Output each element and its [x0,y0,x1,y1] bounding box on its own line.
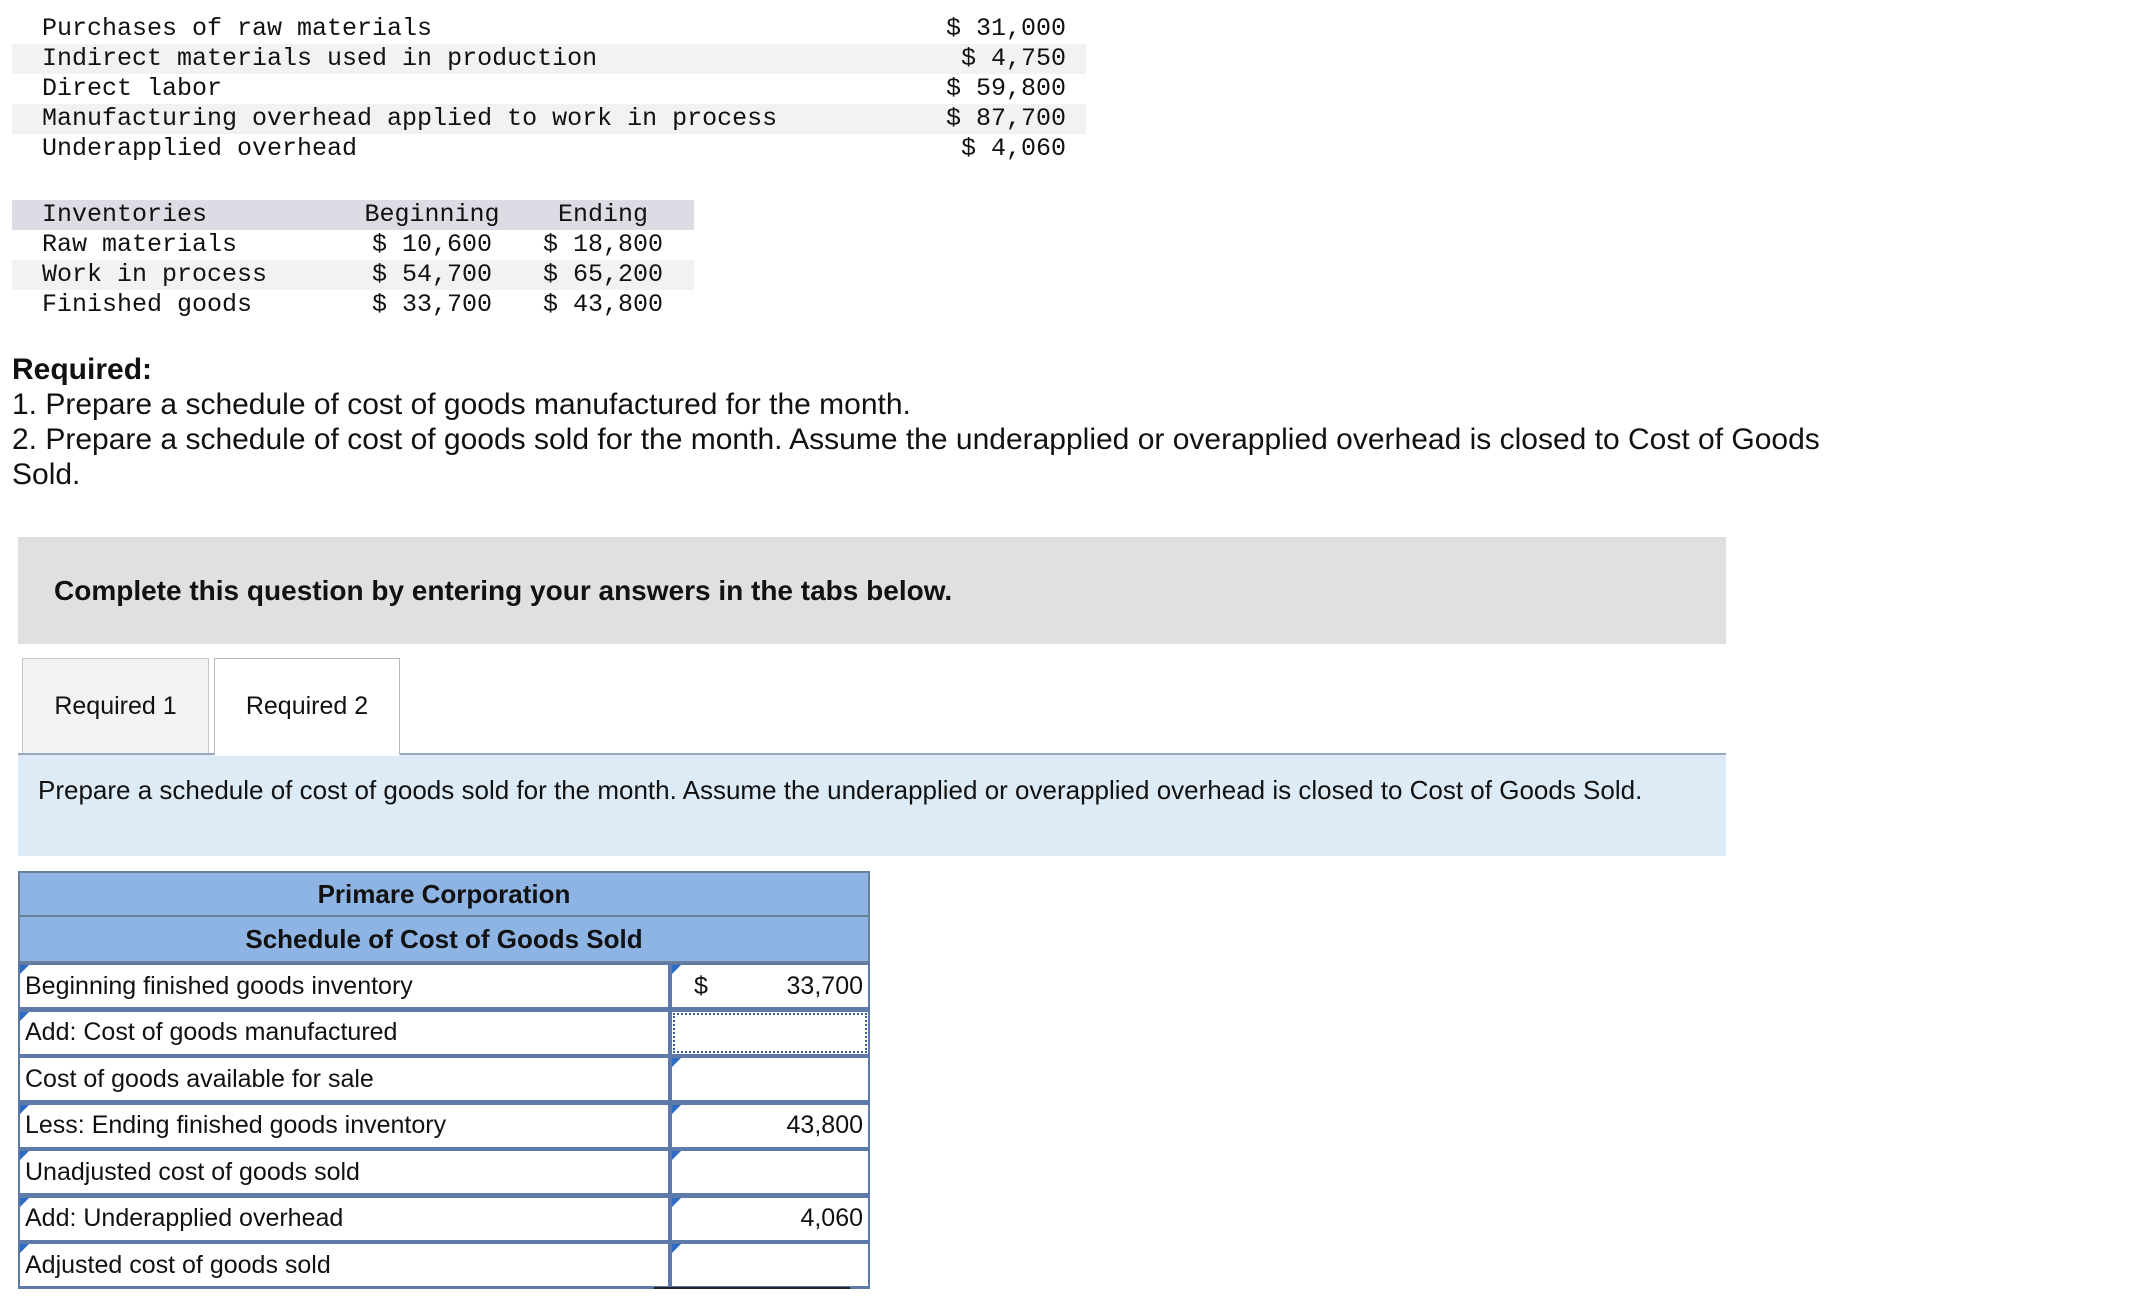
inventory-ending: $ 18,800 [542,230,664,259]
given-value: $ 87,700 [866,104,1086,134]
required-section [12,352,1872,492]
dropdown-marker-icon [20,1244,29,1253]
table-row [18,963,870,1010]
given-label: Purchases of raw materials [42,14,433,43]
required-heading: Required: [12,353,153,386]
schedule-title: Schedule of Cost of Goods Sold [18,917,870,963]
row-label: Adjusted cost of goods sold [25,1250,331,1279]
dropdown-marker-icon [672,1244,681,1253]
currency-symbol: $ [694,971,708,1000]
given-row [12,104,1086,134]
inventory-ending: $ 65,200 [512,260,694,290]
dropdown-marker-icon [20,965,29,974]
table-row [18,1103,870,1150]
given-row [12,134,1086,164]
dropdown-marker-icon [672,1198,681,1207]
inventories-header-row [12,200,694,230]
table-row [18,1149,870,1196]
row-label-input[interactable] [20,1198,668,1240]
tab-required-2[interactable]: Required 2 [214,658,400,756]
row-label: Beginning finished goods inventory [25,971,413,1000]
given-value: $ 4,750 [866,44,1086,74]
row-amount: 43,800 [786,1111,863,1139]
beginning-header: Beginning [352,200,512,230]
inventory-beginning: $ 10,600 [371,230,493,259]
total-underline [654,1287,850,1289]
instruction-text: Complete this question by entering your answers in the tabs below. [54,574,953,606]
row-label-input[interactable] [20,1058,668,1100]
row-amount-input[interactable] [672,1244,868,1286]
company-name: Primare Corporation [18,871,870,917]
table-row [18,1010,870,1057]
given-value: $ 4,060 [960,134,1066,163]
inventories-header: Inventories [12,200,352,230]
given-value: $ 31,000 [945,14,1066,43]
dropdown-marker-icon [672,1151,681,1160]
row-amount-input[interactable] [672,1012,868,1054]
inventory-row [12,230,694,260]
row-amount-input[interactable] [672,1151,868,1193]
row-label-input[interactable] [20,1012,668,1054]
dropdown-marker-icon [20,1105,29,1114]
given-row [12,44,1086,74]
required-item-2: 2. Prepare a schedule of cost of goods sold for the month. Assume the underapplied or overapplied overhead is closed to Cost of Goods Sold. [12,423,1820,491]
given-label: Direct labor [42,74,223,103]
dropdown-marker-icon [672,965,681,974]
given-label: Underapplied overhead [42,134,358,163]
inventory-beginning: $ 33,700 [371,290,493,319]
dropdown-marker-icon [672,1105,681,1114]
inventories-table [12,200,694,320]
row-label-input[interactable] [20,965,668,1007]
given-value: $ 59,800 [945,74,1066,103]
row-amount-input[interactable] [672,1105,868,1147]
row-label: Less: Ending finished goods inventory [25,1111,447,1139]
inventory-label: Raw materials [42,230,238,259]
dropdown-marker-icon [672,1058,681,1067]
tab-required-1[interactable]: Required 1 [22,658,209,754]
inventory-label: Finished goods [42,290,253,319]
given-label: Manufacturing overhead applied to work in process [12,104,866,134]
row-label-input[interactable] [20,1244,668,1286]
required-item-1: 1. Prepare a schedule of cost of goods manufactured for the month. [12,388,911,421]
inventory-row [12,260,694,290]
question-text: Prepare a schedule of cost of goods sold for the month. Assume the underapplied or overapplied overhead is closed to Cost of Goods Sold. [38,775,1643,805]
ending-header: Ending [512,200,694,230]
row-amount-input[interactable] [672,1198,868,1240]
table-row [18,1196,870,1243]
given-data-table [12,14,1086,164]
given-row [12,14,1086,44]
row-label: Unadjusted cost of goods sold [25,1157,360,1186]
row-label: Add: Cost of goods manufactured [25,1018,398,1046]
row-label-input[interactable] [20,1151,668,1193]
row-amount: 33,700 [786,971,863,1000]
given-label: Indirect materials used in production [12,44,866,74]
schedule-rows [18,963,870,1289]
question-box [18,755,1726,856]
table-row [18,1056,870,1103]
row-label-input[interactable] [20,1105,668,1147]
dropdown-marker-icon [20,1198,29,1207]
row-amount: 4,060 [800,1204,863,1232]
row-amount-input[interactable] [672,1058,868,1100]
inventory-ending: $ 43,800 [542,290,664,319]
dropdown-marker-icon [20,1012,29,1021]
row-amount-input[interactable] [672,965,868,1007]
row-label: Cost of goods available for sale [25,1064,374,1093]
dropdown-marker-icon [20,1151,29,1160]
inventory-row [12,290,694,320]
row-label: Add: Underapplied overhead [25,1204,344,1232]
inventory-label: Work in process [12,260,352,290]
inventory-beginning: $ 54,700 [352,260,512,290]
cogs-schedule [18,871,870,1289]
given-row [12,74,1086,104]
instruction-banner [18,537,1726,644]
table-row [18,1242,870,1289]
